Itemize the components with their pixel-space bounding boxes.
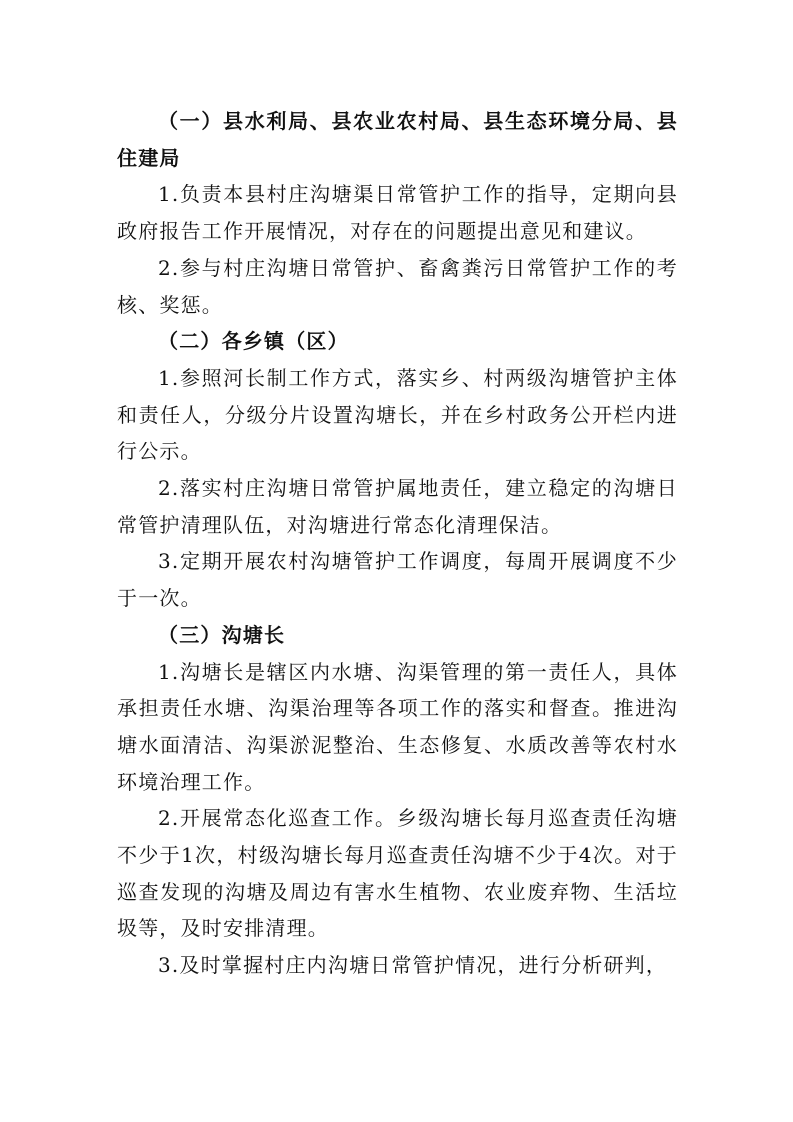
paragraph-2-3: 3.定期开展农村沟塘管护工作调度，每周开展调度不少于一次。 <box>117 549 678 611</box>
paragraph-3-3: 3.及时掌握村庄内沟塘日常管护情况，进行分析研判， <box>158 953 668 978</box>
paragraph-1-2: 2.参与村庄沟塘日常管护、畜禽粪污日常管护工作的考核、奖惩。 <box>117 255 678 317</box>
paragraph-3-2: 2.开展常态化巡查工作。乡级沟塘长每月巡查责任沟塘不少于1次，村级沟塘长每月巡查责任沟塘不少于4次。对于巡查发现的沟塘及周边有害水生植物、农业废弃物、生活垃圾等，及时安排清理。 <box>117 806 678 941</box>
paragraph-3-1: 1.沟塘长是辖区内水塘、沟渠管理的第一责任人，具体承担责任水塘、沟渠治理等各项工作的落实和督查。推进沟塘水面清洁、沟渠淤泥整治、生态修复、水质改善等农村水环境治理工作。 <box>117 659 678 794</box>
section-heading-2: （二）各乡镇（区） <box>158 329 349 354</box>
paragraph-1-1: 1.负责本县村庄沟塘渠日常管护工作的指导，定期向县政府报告工作开展情况，对存在的问题提出意见和建议。 <box>117 182 678 244</box>
section-heading-1: （一）县水利局、县农业农村局、县生态环境分局、县住建局 <box>117 109 678 170</box>
paragraph-2-1: 1.参照河长制工作方式，落实乡、村两级沟塘管护主体和责任人，分级分片设置沟塘长，并在乡村政务公开栏内进行公示。 <box>117 365 678 464</box>
section-heading-3: （三）沟塘长 <box>158 622 286 647</box>
paragraph-2-2: 2.落实村庄沟塘日常管护属地责任，建立稳定的沟塘日常管护清理队伍，对沟塘进行常态化清理保洁。 <box>117 476 678 537</box>
document-body <box>117 103 678 984</box>
